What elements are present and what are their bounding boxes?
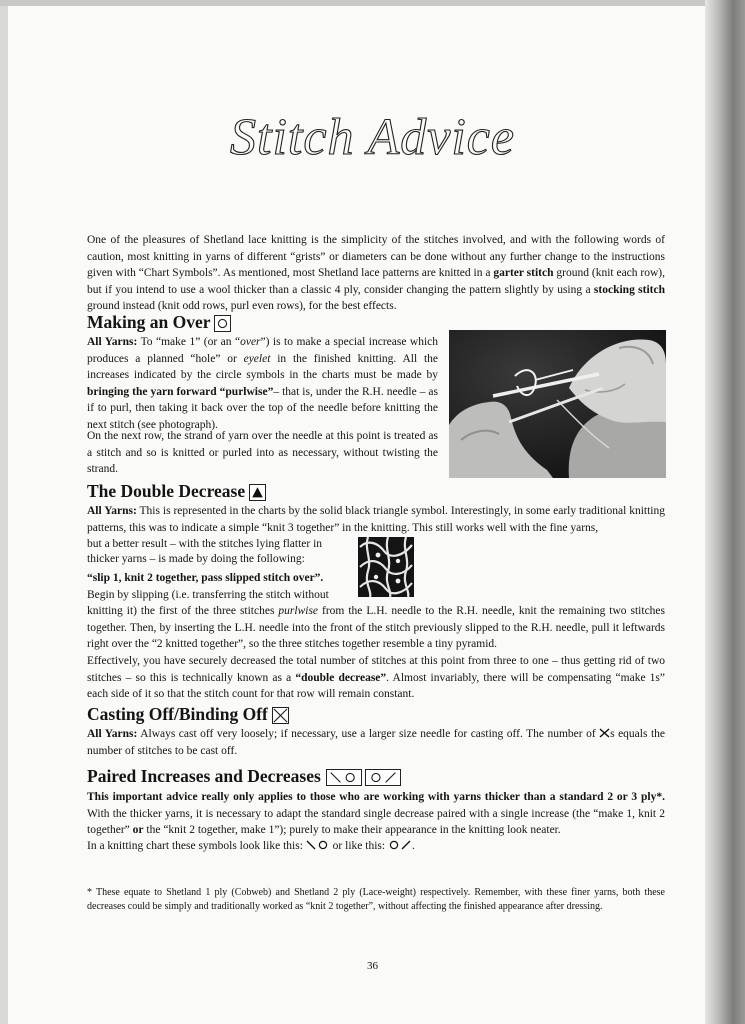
making-an-over-paragraph-2: On the next row, the strand of yarn over the needle at this point is treated as a stitch and so is knitted or purled into as necessary, without twisting the strand. <box>87 430 438 476</box>
double-decrease-line-a: but a better result – with the stitches lying flatter in <box>87 538 323 550</box>
intro-paragraph: One of the pleasures of Shetland lace knitting is the simplicity of the stitches involved, and with the following words of caution, most knitting in yarns of different “grists” or diameters can be done without any further change to the instructions given with “Chart Symbols”. As mentioned, most Shetland lace patterns are knitted in a garter stitch ground (knit each row), but if you intend to use a wool thicker than a classic 4 ply, consider changing the pattern slightly by using a stocking stitch ground instead (knit odd rows, purl even rows), for the best effects. <box>87 234 665 313</box>
double-decrease-heading: The Double Decrease <box>87 480 266 502</box>
inline-backslash-circle-icon <box>306 839 330 849</box>
paired-increases-heading: Paired Increases and Decreases <box>87 765 401 787</box>
black-triangle-symbol-icon <box>249 484 266 501</box>
backslash-circle-symbol-icon <box>326 769 362 786</box>
double-decrease-line-c: Begin by slipping (i.e. transferring the stitch without <box>87 589 329 601</box>
inline-circle-slash-icon <box>388 839 412 849</box>
double-decrease-line-b: thicker yarns – is made by doing the following: <box>87 553 305 565</box>
page-number: 36 <box>367 960 378 972</box>
double-decrease-paragraph-intro: All Yarns: This is represented in the charts by the solid black triangle symbol. Interestingly, in some early traditional knitting patterns, this was to indicate a simple “knit 3 together” in the knitting. This still works well with the fine yarns, <box>87 505 665 534</box>
casting-off-heading: Casting Off/Binding Off <box>87 703 289 725</box>
paired-increases-paragraph: This important advice really only applies to those who are working with yarns thicker than a standard 2 or 3 ply*. With the thicker yarns, it is necessary to adapt the standard single decrease paired with a single increase (the “make 1, knit 2 together” or the “knit 2 together, make 1”); purely to make their appearance in the knitting look neater. <box>87 791 665 837</box>
double-decrease-instruction: “slip 1, knit 2 together, pass slipped stitch over”. <box>87 572 324 584</box>
circle-slash-symbol-icon <box>365 769 401 786</box>
double-decrease-paragraph-2: Effectively, you have securely decreased the total number of stitches at this point from three to one – thus getting rid of two stitches – so this is technically known as a “double decrease”. Almost invariably, there will be compensating “make 1s” each side of it so that the stitch count for that row will remain constant. <box>87 655 666 701</box>
double-decrease-paragraph-cont: knitting it) the first of the three stitches purlwise from the L.H. needle to the R.H. needle, knit the remaining two stitches together. Then, by inserting the L.H. needle into the front of the stitch previously slipped to the R.H. needle, pull it leftwards right over the “2 knitted together”, so the three stitches together resemble a tiny pyramid. <box>87 605 666 651</box>
circle-symbol-icon <box>214 315 231 332</box>
paired-increases-paragraph-2: In a knitting chart these symbols look like this: or like this: . <box>87 840 415 852</box>
cross-symbol-icon <box>272 707 289 724</box>
casting-off-paragraph: All Yarns: Always cast off very loosely; if necessary, use a larger size needle for casting off. The number of s equals the number of stitches to be cast off. <box>87 728 665 757</box>
page-title: Stitch Advice <box>230 109 515 166</box>
small-cross-icon <box>599 727 610 737</box>
knitting-photograph <box>449 330 666 478</box>
making-an-over-heading: Making an Over <box>87 311 231 333</box>
making-an-over-paragraph: All Yarns: To “make 1” (or an “over”) is to make a special increase which produces a planned “hole” or eyelet in the finished knitting. All the increases indicated by the circle symbols in the charts must be made by bringing the yarn forward “purlwise”– that is, under the R.H. needle – as if to purl, then taking it back over the top of the needle before knitting the next stitch (see photograph). <box>87 336 439 431</box>
lace-swatch-photo <box>358 537 414 597</box>
footnote: * These equate to Shetland 1 ply (Cobweb) and Shetland 2 ply (Lace-weight) respectively. Remember, with these finer yarns, both these decreases could be simply and traditionally worked as “knit 2 together”, without affecting the finished appearance after dressing. <box>87 887 665 913</box>
